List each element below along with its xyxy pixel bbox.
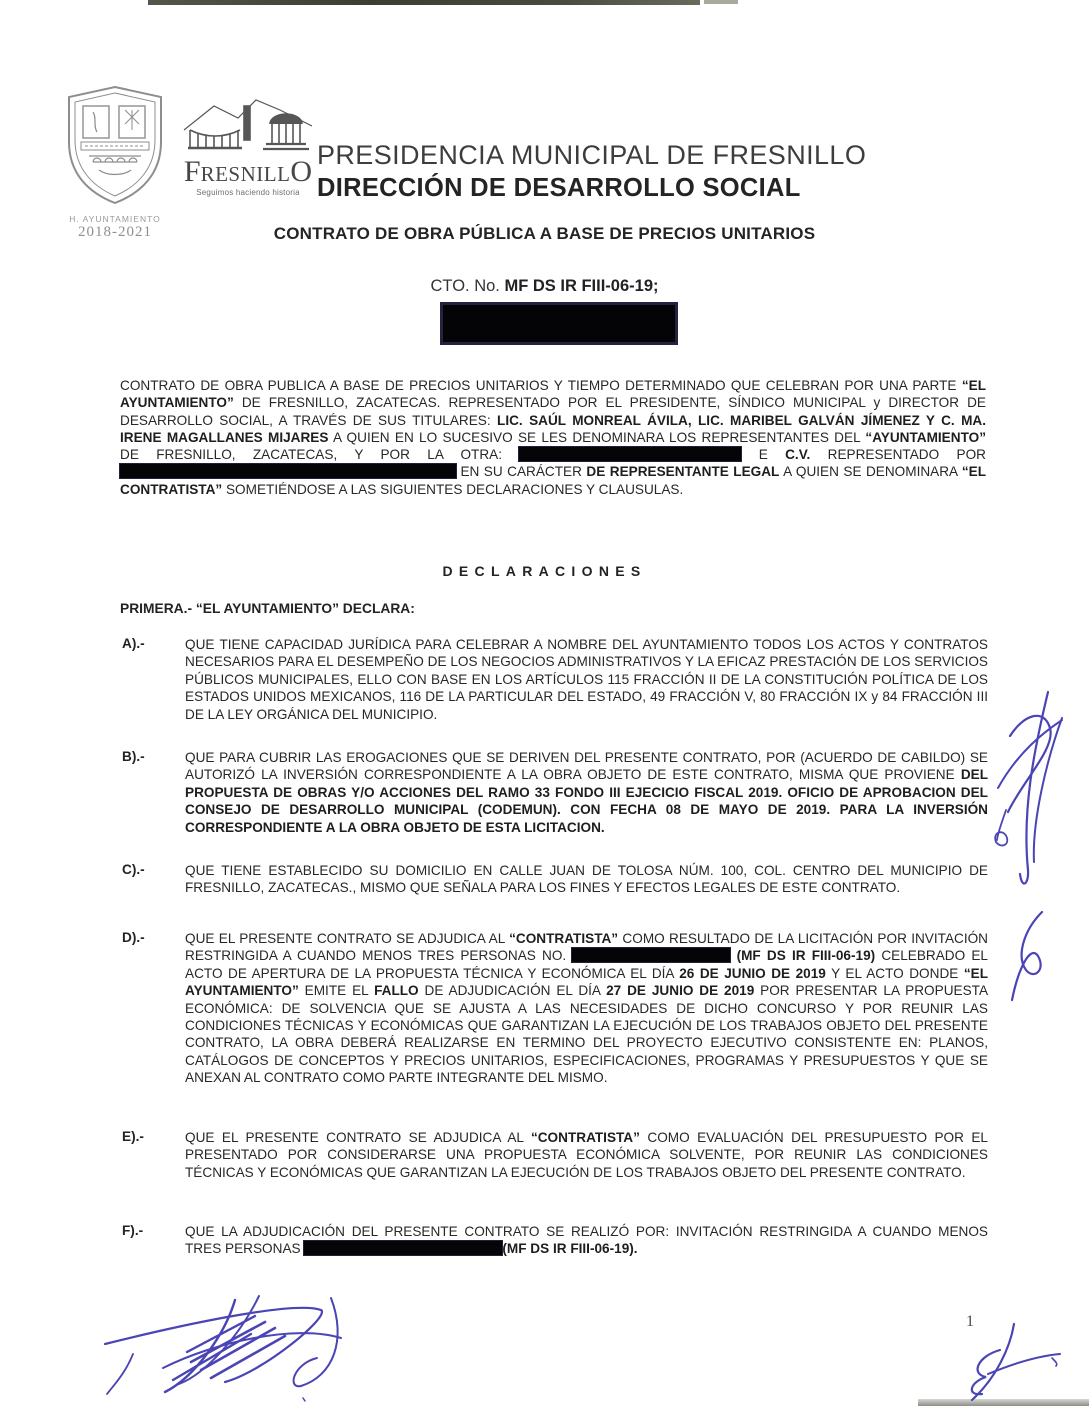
crest-caption: H. AYUNTAMIENTO xyxy=(69,214,161,224)
redaction-bar xyxy=(304,1241,502,1255)
declaration-item-e xyxy=(122,1129,988,1181)
document-title: CONTRATO DE OBRA PÚBLICA A BASE DE PRECIOS UNITARIOS xyxy=(273,224,816,243)
redaction-box xyxy=(440,302,678,345)
handwritten-initials-bottom-right xyxy=(952,1322,1072,1406)
fresnillo-logo xyxy=(180,96,316,197)
item-text: QUE EL PRESENTE CONTRATO SE ADJUDICA AL “CONTRATISTA” COMO EVALUACIÓN DEL PRESUPUESTO POR EL PRESENTADO POR CONSIDERARSE UNA PROPUESTA ECONÓMICA SOLVENTE, POR REUNIR LAS CONDICIONES TÉCNICAS Y ECONÓMICAS QUE GARANTIZAN LA EJECUCIÓN DE LOS TRABAJOS OBJETO DEL PRESENTE CONTRATO. xyxy=(185,1130,988,1180)
declaration-item-c xyxy=(122,862,988,897)
redaction-bar xyxy=(519,447,741,461)
item-text: QUE TIENE ESTABLECIDO SU DOMICILIO EN CALLE JUAN DE TOLOSA NÚM. 100, COL. CENTRO DEL MUNICIPIO DE FRESNILLO, ZACATECAS., MISMO QUE SEÑALA PARA LOS FINES Y EFECTOS LEGALES DE ESTE CONTRATO. xyxy=(185,863,988,896)
fresnillo-wordmark xyxy=(180,157,316,187)
page-number: 1 xyxy=(966,1313,974,1330)
contract-number-value: MF DS IR FIII-06-19; xyxy=(504,277,659,295)
item-text: QUE TIENE CAPACIDAD JURÍDICA PARA CELEBRAR A NOMBRE DEL AYUNTAMIENTO TODOS LOS ACTOS Y CONTRATOS NECESARIOS PARA EL DESEMPEÑO DE LOS NEGOCIOS ADMINISTRATIVOS Y LA EFICAZ PRESTACIÓN DE LOS SERVICIOS PÚBLICOS MUNICIPALES, ELLO CON BASE EN LOS ARTÍCULOS 115 FRACCIÓN II DE LA CONSTITUCIÓN POLÍTICA DE LOS ESTADOS UNIDOS MEXICANOS, 116 DE LA PARTICULAR DEL ESTADO, 49 FRACCIÓN V, 80 FRACCIÓN IX y 84 FRACCIÓN III DE LA LEY ORGÁNICA DEL MUNICIPIO. xyxy=(185,637,988,722)
item-label: E).- xyxy=(122,1129,144,1144)
item-text: QUE LA ADJUDICACIÓN DEL PRESENTE CONTRATO SE REALIZÓ POR: INVITACIÓN RESTRINGIDA A CUANDO MENOS TRES PERSONAS (MF DS IR FIII-06-19). xyxy=(185,1224,988,1257)
primera-declaration-title: PRIMERA.- “EL AYUNTAMIENTO” DECLARA: xyxy=(120,601,415,616)
org-title: PRESIDENCIA MUNICIPAL DE FRESNILLO xyxy=(317,140,867,170)
declarations-heading: DECLARACIONES xyxy=(442,563,647,579)
municipal-crest xyxy=(60,84,170,241)
item-label: F).- xyxy=(122,1223,144,1238)
handwritten-margin-curve xyxy=(1002,908,1060,1009)
handwritten-margin-scribble xyxy=(988,690,1074,921)
org-subtitle: DIRECCIÓN DE DESARROLLO SOCIAL xyxy=(317,174,801,202)
redaction-bar xyxy=(120,464,456,478)
redaction-bar xyxy=(572,948,730,962)
declaration-item-f xyxy=(122,1223,988,1258)
handwritten-signature-bottom-left xyxy=(103,1282,408,1406)
contract-number-line xyxy=(0,277,1089,296)
item-label: A).- xyxy=(122,636,145,651)
item-label: D).- xyxy=(122,930,145,945)
item-label: C).- xyxy=(122,862,145,877)
item-text: QUE EL PRESENTE CONTRATO SE ADJUDICA AL “CONTRATISTA” COMO RESULTADO DE LA LICITACIÓN POR INVITACIÓN RESTRINGIDA A CUANDO MENOS TRES PERSONAS NO. (MF DS IR FIII-06-19) CELEBRADO EL ACTO DE APERTURA DE LA PROPUESTA TÉCNICA Y ECONÓMICA EL DÍA 26 DE JUNIO DE 2019 Y EL ACTO DONDE “EL AYUNTAMIENTO” EMITE EL FALLO DE ADJUDICACIÓN EL DÍA 27 DE JUNIO DE 2019 POR PRESENTAR LA PROPUESTA ECONÓMICA: DE SOLVENCIA QUE SE AJUSTA A LAS NECESIDADES DE DICHO CONCURSO Y POR REUNIR LAS CONDICIONES TÉCNICAS Y ECONÓMICAS QUE GARANTIZAN LA EJECUCIÓN DE LOS TRABAJOS OBJETO DEL PRESENTE CONTRATO, LA OBRA DEBERÁ REALIZARSE EN TERMINO DEL PROYECTO EJECUTIVO CONSISTENTE EN: PLANOS, CATÁLOGOS DE CONCEPTOS Y PRECIOS UNITARIOS, ESPECIFICACIONES, PROGRAMAS Y PRESUPUESTOS Y QUE SE ANEXAN AL CONTRATO COMO PARTE INTEGRANTE DEL MISMO. xyxy=(185,931,989,1086)
scan-artifact-top xyxy=(148,0,700,5)
wordmark-middle: RESNILL xyxy=(200,162,291,186)
wordmark-initial: F xyxy=(183,155,201,188)
scan-artifact-top-light xyxy=(704,0,738,4)
item-text: QUE PARA CUBRIR LAS EROGACIONES QUE SE DERIVEN DEL PRESENTE CONTRATO, POR (ACUERDO DE CABILDO) SE AUTORIZÓ LA INVERSIÓN CORRESPONDIENTE A LA OBRA OBJETO DE ESTE CONTRATO, MISMA QUE PROVIENE DEL PROPUESTA DE OBRAS Y/O ACCIONES DEL RAMO 33 FONDO III EJECICIO FISCAL 2019. OFICIO DE APROBACION DEL CONSEJO DE DESARROLLO MUNICIPAL (CODEMUN). CON FECHA 08 DE MAYO DE 2019. PARA LA INVERSIÓN CORRESPONDIENTE A LA OBRA OBJETO DE ESTA LICITACION. xyxy=(185,750,988,835)
crest-shield-icon xyxy=(63,193,167,210)
wordmark-final: O xyxy=(290,155,313,188)
contract-number-label: CTO. No. xyxy=(430,277,505,295)
item-label: B).- xyxy=(122,749,145,764)
declaration-item-a xyxy=(122,636,988,723)
declaration-item-b xyxy=(122,749,988,836)
intro-paragraph: CONTRATO DE OBRA PUBLICA A BASE DE PRECIOS UNITARIOS Y TIEMPO DETERMINADO QUE CELEBRAN POR UNA PARTE “EL AYUNTAMIENTO” DE FRESNILLO, ZACATECAS. REPRESENTADO POR EL PRESIDENTE, SÍNDICO MUNICIPAL y DIRECTOR DE DESARROLLO SOCIAL, A TRAVÉS DE SUS TITULARES: LIC. SAÚL MONREAL ÁVILA, LIC. MARIBEL GALVÁN JÍMENEZ Y C. MA. IRENE MAGALLANES MIJARES A QUIEN EN LO SUCESIVO SE LES DENOMINARA LOS REPRESENTANTES DEL “AYUNTAMIENTO” DE FRESNILLO, ZACATECAS, Y POR LA OTRA: E C.V. REPRESENTADO POR EN SU CARÁCTER DE REPRESENTANTE LEGAL A QUIEN SE DENOMINARA “EL CONTRATISTA” SOMETIÉNDOSE A LAS SIGUIENTES DECLARACIONES Y CLAUSULAS. xyxy=(120,378,987,497)
header-org-block xyxy=(317,140,866,203)
crest-years: 2018-2021 xyxy=(78,224,152,240)
declaration-item-d xyxy=(122,930,988,1087)
fresnillo-tagline: Seguimos haciendo historia xyxy=(196,188,300,197)
